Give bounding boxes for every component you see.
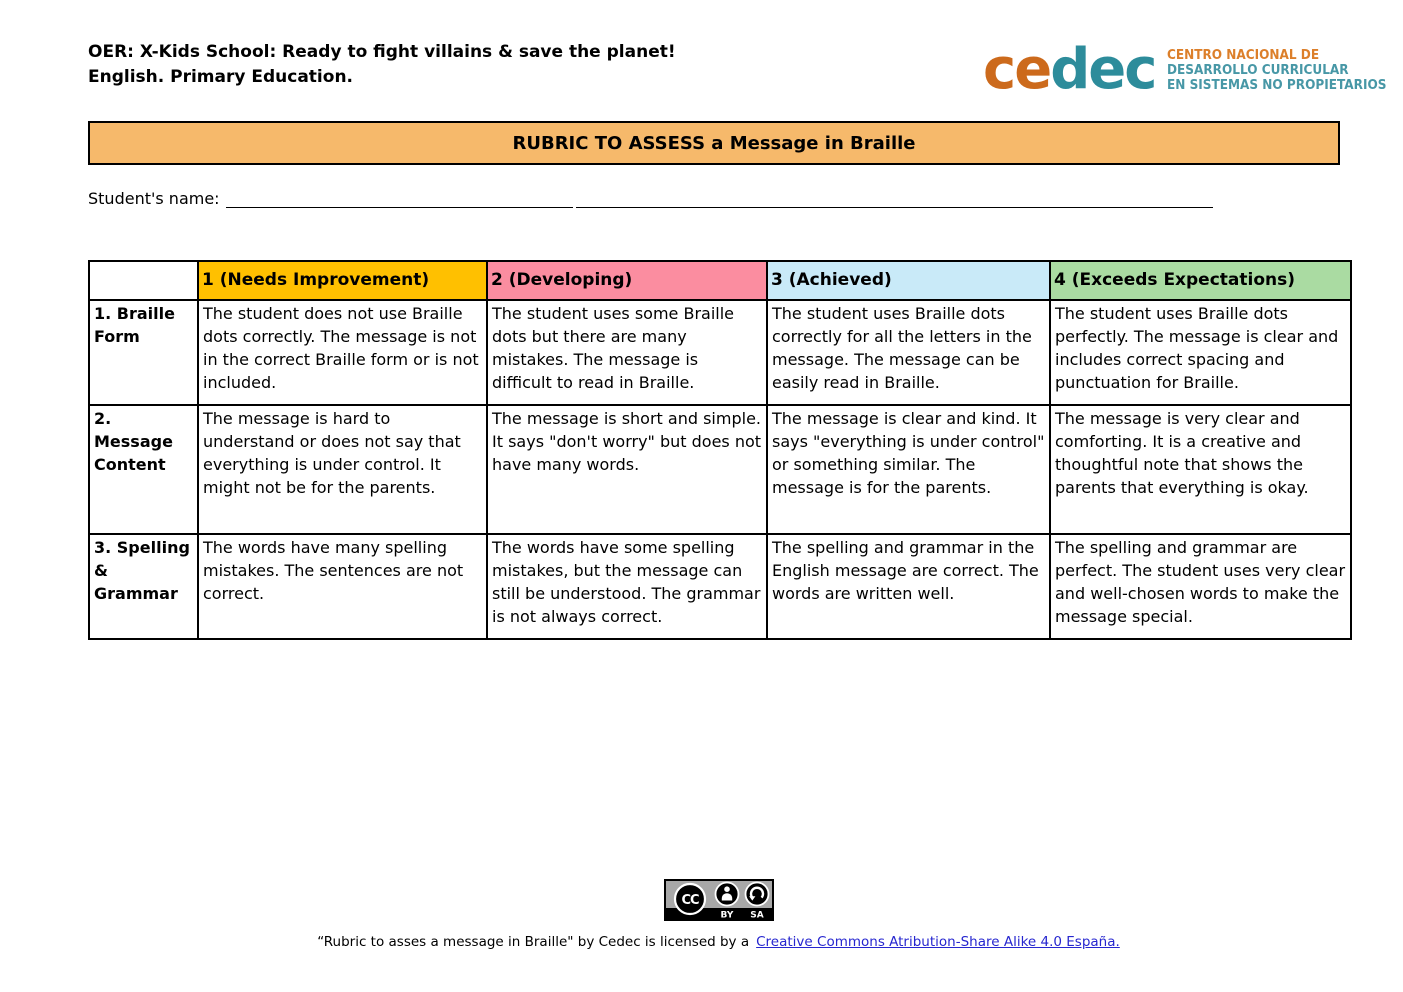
rubric-title: RUBRIC TO ASSESS a Message in Braille	[512, 132, 916, 154]
rubric-cell: The spelling and grammar are perfect. The student uses very clear and well-chosen words to make the message special.	[1050, 534, 1351, 639]
sa-arrow-icon	[745, 883, 768, 906]
license-text: “Rubric to asses a message in Braille" by Cedec is licensed by a	[317, 934, 750, 950]
rubric-corner-cell	[89, 261, 198, 300]
cedec-logo	[983, 37, 1403, 102]
table-row-braille-form	[89, 300, 1351, 405]
criterion-label: 1. Braille Form	[89, 300, 198, 405]
cc-license-badge	[88, 879, 1349, 921]
column-header-developing: 2 (Developing)	[487, 261, 767, 300]
rubric-cell: The words have many spelling mistakes. The sentences are not correct.	[198, 534, 487, 639]
svg-text:CC: CC	[680, 893, 699, 908]
student-name-label: Student's name:	[88, 189, 220, 208]
rubric-cell: The student uses some Braille dots but there are many mistakes. The message is difficult to read in Braille.	[487, 300, 767, 405]
rubric-title-banner	[88, 121, 1340, 165]
rubric-cell: The message is short and simple. It says "don't worry" but does not have many words.	[487, 405, 767, 534]
license-line	[88, 933, 1349, 951]
column-header-exceeds-expectations: 4 (Exceeds Expectations)	[1050, 261, 1351, 300]
rubric-cell: The message is clear and kind. It says "everything is under control" or something similar. The message is for the parents.	[767, 405, 1050, 534]
student-name-row	[88, 189, 1213, 208]
cedec-logo-tagline	[1167, 48, 1386, 93]
tagline-line-1: CENTRO NACIONAL DE	[1167, 47, 1320, 63]
rubric-table	[88, 260, 1352, 640]
cedec-logo-wordmark	[983, 37, 1156, 102]
rubric-cell: The words have some spelling mistakes, but the message can still be understood. The grammar is not always correct.	[487, 534, 767, 639]
rubric-cell: The spelling and grammar in the English message are correct. The words are written well.	[767, 534, 1050, 639]
by-person-icon	[715, 883, 738, 906]
rubric-cell: The message is hard to understand or does not say that everything is under control. It might not be for the parents.	[198, 405, 487, 534]
rubric-cell: The student does not use Braille dots correctly. The message is not in the correct Braille form or is not included.	[198, 300, 487, 405]
criterion-label: 3. Spelling & Grammar	[89, 534, 198, 639]
rubric-header-row	[89, 261, 1351, 300]
column-header-needs-improvement: 1 (Needs Improvement)	[198, 261, 487, 300]
rubric-cell: The student uses Braille dots correctly for all the letters in the message. The message can be easily read in Braille.	[767, 300, 1050, 405]
table-row-spelling-grammar	[89, 534, 1351, 639]
student-name-blank-2	[576, 191, 1213, 208]
rubric-cell: The message is very clear and comforting. It is a creative and thoughtful note that shows the parents that everything is okay.	[1050, 405, 1351, 534]
cc-by-sa-badge-image	[664, 879, 774, 921]
cedec-logo-dec: dec	[1050, 37, 1156, 102]
by-label: BY	[720, 910, 733, 921]
tagline-line-3: EN SISTEMAS NO PROPIETARIOS	[1167, 77, 1387, 93]
course-subtitle: English. Primary Education.	[88, 67, 354, 87]
criterion-label: 2. Message Content	[89, 405, 198, 534]
license-link[interactable]: Creative Commons Atribution-Share Alike 4.0 España.	[756, 934, 1120, 950]
tagline-line-2: DESARROLLO CURRICULAR	[1167, 62, 1350, 78]
column-header-achieved: 3 (Achieved)	[767, 261, 1050, 300]
course-header	[88, 40, 676, 90]
table-row-message-content	[89, 405, 1351, 534]
cedec-logo-ce: ce	[983, 37, 1051, 102]
sa-label: SA	[749, 910, 764, 921]
course-title: OER: X-Kids School: Ready to fight villains & save the planet!	[88, 42, 676, 62]
student-name-blank-1	[226, 191, 573, 208]
cc-icon	[675, 884, 705, 914]
rubric-cell: The student uses Braille dots perfectly. The message is clear and includes correct spacing and punctuation for Braille.	[1050, 300, 1351, 405]
